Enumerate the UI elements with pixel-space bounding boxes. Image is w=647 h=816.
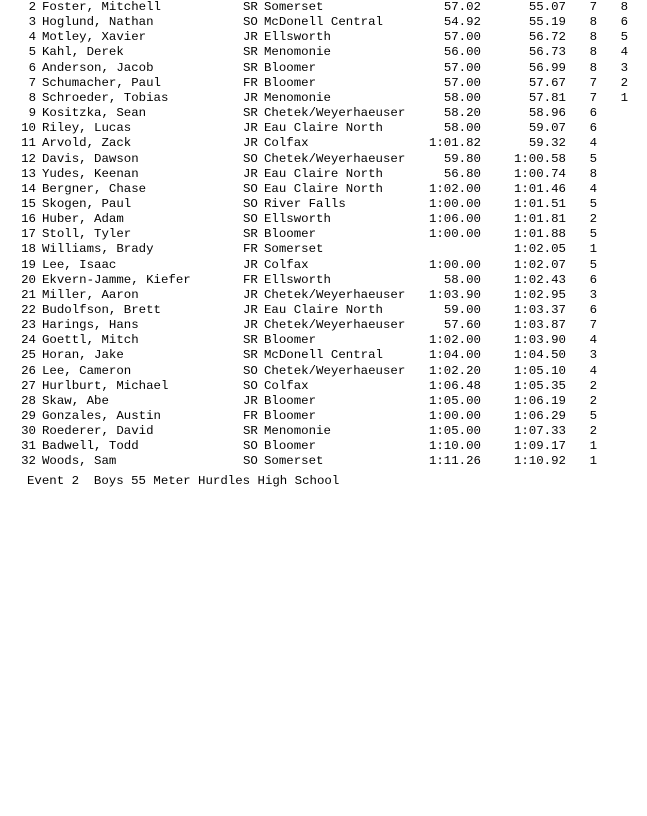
athlete-name: Harings, Hans bbox=[42, 318, 139, 332]
class-year: JR bbox=[243, 288, 258, 302]
prelim-time: 59.80 bbox=[443, 152, 481, 166]
school-name: Colfax bbox=[264, 379, 309, 393]
heat-number: 4 bbox=[589, 364, 597, 378]
result-row bbox=[0, 454, 647, 469]
heat-number: 7 bbox=[589, 91, 597, 105]
class-year: SO bbox=[243, 15, 258, 29]
result-row bbox=[0, 30, 647, 45]
final-time: 56.99 bbox=[528, 61, 566, 75]
heat-number: 4 bbox=[589, 182, 597, 196]
school-name: Colfax bbox=[264, 136, 309, 150]
final-time: 1:03.87 bbox=[513, 318, 566, 332]
school-name: Ellsworth bbox=[264, 30, 331, 44]
final-time: 57.67 bbox=[528, 76, 566, 90]
result-row bbox=[0, 258, 647, 273]
prelim-time: 1:04.00 bbox=[428, 348, 481, 362]
school-name: Bloomer bbox=[264, 409, 317, 423]
result-row bbox=[0, 333, 647, 348]
result-row bbox=[0, 167, 647, 182]
school-name: Menomonie bbox=[264, 45, 331, 59]
final-time: 1:01.88 bbox=[513, 227, 566, 241]
place: 9 bbox=[28, 106, 36, 120]
heat-number: 6 bbox=[589, 303, 597, 317]
place: 16 bbox=[21, 212, 36, 226]
heat-number: 7 bbox=[589, 0, 597, 14]
class-year: JR bbox=[243, 91, 258, 105]
place: 8 bbox=[28, 91, 36, 105]
school-name: Ellsworth bbox=[264, 273, 331, 287]
class-year: SR bbox=[243, 106, 258, 120]
final-time: 1:09.17 bbox=[513, 439, 566, 453]
final-time: 59.32 bbox=[528, 136, 566, 150]
heat-number: 7 bbox=[589, 76, 597, 90]
place: 19 bbox=[21, 258, 36, 272]
place: 25 bbox=[21, 348, 36, 362]
result-row bbox=[0, 106, 647, 121]
prelim-time: 1:00.00 bbox=[428, 197, 481, 211]
prelim-time: 58.00 bbox=[443, 91, 481, 105]
athlete-name: Huber, Adam bbox=[42, 212, 124, 226]
place: 10 bbox=[21, 121, 36, 135]
heat-number: 2 bbox=[589, 424, 597, 438]
class-year: SR bbox=[243, 227, 258, 241]
heat-number: 3 bbox=[589, 288, 597, 302]
place: 4 bbox=[28, 30, 36, 44]
school-name: Eau Claire North bbox=[264, 167, 383, 181]
place: 30 bbox=[21, 424, 36, 438]
heat-number: 1 bbox=[589, 454, 597, 468]
school-name: Chetek/Weyerhaeuser bbox=[264, 106, 406, 120]
athlete-name: Gonzales, Austin bbox=[42, 409, 161, 423]
prelim-time: 1:01.82 bbox=[428, 136, 481, 150]
place: 24 bbox=[21, 333, 36, 347]
prelim-time: 57.00 bbox=[443, 30, 481, 44]
heat-number: 6 bbox=[589, 273, 597, 287]
final-time: 55.07 bbox=[528, 0, 566, 14]
school-name: Bloomer bbox=[264, 76, 317, 90]
prelim-time: 1:00.00 bbox=[428, 409, 481, 423]
final-time: 1:02.43 bbox=[513, 273, 566, 287]
athlete-name: Hurlburt, Michael bbox=[42, 379, 169, 393]
result-row bbox=[0, 121, 647, 136]
result-row bbox=[0, 379, 647, 394]
heat-number: 4 bbox=[589, 333, 597, 347]
athlete-name: Riley, Lucas bbox=[42, 121, 132, 135]
result-row bbox=[0, 288, 647, 303]
final-time: 1:02.07 bbox=[513, 258, 566, 272]
place: 13 bbox=[21, 167, 36, 181]
result-row bbox=[0, 227, 647, 242]
school-name: Eau Claire North bbox=[264, 303, 383, 317]
school-name: Ellsworth bbox=[264, 212, 331, 226]
prelim-time: 58.00 bbox=[443, 273, 481, 287]
school-name: Somerset bbox=[264, 242, 324, 256]
school-name: Somerset bbox=[264, 454, 324, 468]
result-row bbox=[0, 409, 647, 424]
final-time: 56.72 bbox=[528, 30, 566, 44]
class-year: SR bbox=[243, 45, 258, 59]
school-name: Bloomer bbox=[264, 61, 317, 75]
final-time: 59.07 bbox=[528, 121, 566, 135]
heat-number: 5 bbox=[589, 152, 597, 166]
place: 11 bbox=[21, 136, 36, 150]
school-name: Bloomer bbox=[264, 227, 317, 241]
prelim-time: 1:10.00 bbox=[428, 439, 481, 453]
class-year: JR bbox=[243, 121, 258, 135]
prelim-time: 1:05.00 bbox=[428, 394, 481, 408]
points: 5 bbox=[620, 30, 628, 44]
class-year: FR bbox=[243, 76, 258, 90]
final-time: 1:00.74 bbox=[513, 167, 566, 181]
athlete-name: Stoll, Tyler bbox=[42, 227, 132, 241]
place: 27 bbox=[21, 379, 36, 393]
place: 14 bbox=[21, 182, 36, 196]
final-time: 1:10.92 bbox=[513, 454, 566, 468]
final-time: 1:03.37 bbox=[513, 303, 566, 317]
final-time: 1:02.95 bbox=[513, 288, 566, 302]
heat-number: 6 bbox=[589, 106, 597, 120]
athlete-name: Arvold, Zack bbox=[42, 136, 132, 150]
school-name: Bloomer bbox=[264, 333, 317, 347]
athlete-name: Skogen, Paul bbox=[42, 197, 132, 211]
result-row bbox=[0, 439, 647, 454]
class-year: SO bbox=[243, 182, 258, 196]
result-row bbox=[0, 394, 647, 409]
prelim-time: 54.92 bbox=[443, 15, 481, 29]
class-year: SO bbox=[243, 152, 258, 166]
athlete-name: Kahl, Derek bbox=[42, 45, 124, 59]
class-year: FR bbox=[243, 242, 258, 256]
heat-number: 2 bbox=[589, 212, 597, 226]
heat-number: 5 bbox=[589, 409, 597, 423]
final-time: 56.73 bbox=[528, 45, 566, 59]
prelim-time: 1:06.48 bbox=[428, 379, 481, 393]
athlete-name: Skaw, Abe bbox=[42, 394, 109, 408]
event-title bbox=[0, 474, 647, 489]
final-time: 1:01.81 bbox=[513, 212, 566, 226]
prelim-time: 1:00.00 bbox=[428, 227, 481, 241]
prelim-time: 57.60 bbox=[443, 318, 481, 332]
school-name: Somerset bbox=[264, 0, 324, 14]
athlete-name: Bergner, Chase bbox=[42, 182, 147, 196]
final-time: 1:06.29 bbox=[513, 409, 566, 423]
heat-number: 4 bbox=[589, 136, 597, 150]
school-name: Chetek/Weyerhaeuser bbox=[264, 364, 406, 378]
prelim-time: 1:05.00 bbox=[428, 424, 481, 438]
prelim-time: 56.00 bbox=[443, 45, 481, 59]
result-row bbox=[0, 197, 647, 212]
athlete-name: Lee, Cameron bbox=[42, 364, 132, 378]
final-time: 57.81 bbox=[528, 91, 566, 105]
athlete-name: Badwell, Todd bbox=[42, 439, 139, 453]
class-year: JR bbox=[243, 30, 258, 44]
school-name: Menomonie bbox=[264, 91, 331, 105]
prelim-time: 56.80 bbox=[443, 167, 481, 181]
final-time: 1:05.35 bbox=[513, 379, 566, 393]
prelim-time: 1:02.00 bbox=[428, 333, 481, 347]
school-name: Chetek/Weyerhaeuser bbox=[264, 288, 406, 302]
place: 23 bbox=[21, 318, 36, 332]
final-time: 1:01.51 bbox=[513, 197, 566, 211]
school-name: Bloomer bbox=[264, 439, 317, 453]
prelim-time: 58.00 bbox=[443, 121, 481, 135]
school-name: McDonell Central bbox=[264, 348, 383, 362]
heat-number: 8 bbox=[589, 30, 597, 44]
result-row bbox=[0, 424, 647, 439]
place: 21 bbox=[21, 288, 36, 302]
final-time: 1:00.58 bbox=[513, 152, 566, 166]
result-row bbox=[0, 45, 647, 60]
athlete-name: Budolfson, Brett bbox=[42, 303, 161, 317]
class-year: SO bbox=[243, 454, 258, 468]
prelim-time: 57.00 bbox=[443, 76, 481, 90]
result-row bbox=[0, 348, 647, 363]
athlete-name: Yudes, Keenan bbox=[42, 167, 139, 181]
heat-number: 5 bbox=[589, 197, 597, 211]
school-name: McDonell Central bbox=[264, 15, 383, 29]
athlete-name: Schroeder, Tobias bbox=[42, 91, 169, 105]
athlete-name: Kositzka, Sean bbox=[42, 106, 147, 120]
athlete-name: Foster, Mitchell bbox=[42, 0, 161, 14]
heat-number: 7 bbox=[589, 318, 597, 332]
prelim-time: 1:03.90 bbox=[428, 288, 481, 302]
school-name: Menomonie bbox=[264, 424, 331, 438]
prelim-time: 57.00 bbox=[443, 61, 481, 75]
athlete-name: Williams, Brady bbox=[42, 242, 154, 256]
heat-number: 2 bbox=[589, 394, 597, 408]
final-time: 55.19 bbox=[528, 15, 566, 29]
class-year: JR bbox=[243, 136, 258, 150]
heat-number: 3 bbox=[589, 348, 597, 362]
class-year: JR bbox=[243, 167, 258, 181]
class-year: SO bbox=[243, 212, 258, 226]
prelim-time: 1:06.00 bbox=[428, 212, 481, 226]
points: 2 bbox=[620, 76, 628, 90]
class-year: SO bbox=[243, 197, 258, 211]
class-year: JR bbox=[243, 258, 258, 272]
class-year: SO bbox=[243, 379, 258, 393]
heat-number: 1 bbox=[589, 242, 597, 256]
athlete-name: Lee, Isaac bbox=[42, 258, 117, 272]
final-time: 1:04.50 bbox=[513, 348, 566, 362]
place: 29 bbox=[21, 409, 36, 423]
points: 1 bbox=[620, 91, 628, 105]
athlete-name: Ekvern-Jamme, Kiefer bbox=[42, 273, 191, 287]
school-name: Colfax bbox=[264, 258, 309, 272]
prelim-time: 58.20 bbox=[443, 106, 481, 120]
heat-number: 5 bbox=[589, 258, 597, 272]
class-year: JR bbox=[243, 394, 258, 408]
place: 5 bbox=[28, 45, 36, 59]
school-name: Chetek/Weyerhaeuser bbox=[264, 152, 406, 166]
class-year: SR bbox=[243, 333, 258, 347]
school-name: Bloomer bbox=[264, 394, 317, 408]
place: 17 bbox=[21, 227, 36, 241]
result-row bbox=[0, 318, 647, 333]
class-year: FR bbox=[243, 273, 258, 287]
heat-number: 6 bbox=[589, 121, 597, 135]
heat-number: 1 bbox=[589, 439, 597, 453]
athlete-name: Roederer, David bbox=[42, 424, 154, 438]
result-row bbox=[0, 61, 647, 76]
school-name: Eau Claire North bbox=[264, 121, 383, 135]
result-row bbox=[0, 273, 647, 288]
athlete-name: Goettl, Mitch bbox=[42, 333, 139, 347]
place: 20 bbox=[21, 273, 36, 287]
result-row bbox=[0, 76, 647, 91]
class-year: SR bbox=[243, 348, 258, 362]
final-time: 1:02.05 bbox=[513, 242, 566, 256]
athlete-name: Horan, Jake bbox=[42, 348, 124, 362]
final-time: 1:03.90 bbox=[513, 333, 566, 347]
place: 15 bbox=[21, 197, 36, 211]
result-row bbox=[0, 152, 647, 167]
heat-number: 8 bbox=[589, 15, 597, 29]
class-year: JR bbox=[243, 303, 258, 317]
heat-number: 8 bbox=[589, 61, 597, 75]
result-row bbox=[0, 182, 647, 197]
class-year: SR bbox=[243, 61, 258, 75]
points: 6 bbox=[620, 15, 628, 29]
result-row bbox=[0, 212, 647, 227]
heat-number: 5 bbox=[589, 227, 597, 241]
result-row bbox=[0, 303, 647, 318]
points: 3 bbox=[620, 61, 628, 75]
result-row bbox=[0, 0, 647, 15]
prelim-time: 1:02.20 bbox=[428, 364, 481, 378]
prelim-time: 1:11.26 bbox=[428, 454, 481, 468]
result-row bbox=[0, 136, 647, 151]
class-year: SR bbox=[243, 0, 258, 14]
heat-number: 8 bbox=[589, 167, 597, 181]
place: 31 bbox=[21, 439, 36, 453]
prelim-time: 1:00.00 bbox=[428, 258, 481, 272]
class-year: JR bbox=[243, 318, 258, 332]
final-time: 1:01.46 bbox=[513, 182, 566, 196]
final-time: 1:05.10 bbox=[513, 364, 566, 378]
result-row bbox=[0, 15, 647, 30]
place: 28 bbox=[21, 394, 36, 408]
athlete-name: Woods, Sam bbox=[42, 454, 117, 468]
school-name: River Falls bbox=[264, 197, 346, 211]
final-time: 58.96 bbox=[528, 106, 566, 120]
place: 6 bbox=[28, 61, 36, 75]
place: 12 bbox=[21, 152, 36, 166]
place: 26 bbox=[21, 364, 36, 378]
athlete-name: Anderson, Jacob bbox=[42, 61, 154, 75]
athlete-name: Schumacher, Paul bbox=[42, 76, 161, 90]
class-year: SO bbox=[243, 439, 258, 453]
school-name: Eau Claire North bbox=[264, 182, 383, 196]
place: 7 bbox=[28, 76, 36, 90]
result-row bbox=[0, 91, 647, 106]
event-title-text: Event 2 Boys 55 Meter Hurdles High School bbox=[27, 474, 340, 488]
place: 22 bbox=[21, 303, 36, 317]
final-time: 1:06.19 bbox=[513, 394, 566, 408]
prelim-time: 59.00 bbox=[443, 303, 481, 317]
athlete-name: Motley, Xavier bbox=[42, 30, 147, 44]
place: 18 bbox=[21, 242, 36, 256]
heat-number: 8 bbox=[589, 45, 597, 59]
place: 2 bbox=[28, 0, 36, 14]
place: 32 bbox=[21, 454, 36, 468]
athlete-name: Miller, Aaron bbox=[42, 288, 139, 302]
points: 4 bbox=[620, 45, 628, 59]
athlete-name: Davis, Dawson bbox=[42, 152, 139, 166]
final-time: 1:07.33 bbox=[513, 424, 566, 438]
place: 3 bbox=[28, 15, 36, 29]
heat-number: 2 bbox=[589, 379, 597, 393]
result-row bbox=[0, 242, 647, 257]
class-year: FR bbox=[243, 409, 258, 423]
result-row bbox=[0, 364, 647, 379]
class-year: SO bbox=[243, 364, 258, 378]
prelim-time: 1:02.00 bbox=[428, 182, 481, 196]
athlete-name: Hoglund, Nathan bbox=[42, 15, 154, 29]
class-year: SR bbox=[243, 424, 258, 438]
prelim-time: 57.02 bbox=[443, 0, 481, 14]
school-name: Chetek/Weyerhaeuser bbox=[264, 318, 406, 332]
points: 8 bbox=[620, 0, 628, 14]
